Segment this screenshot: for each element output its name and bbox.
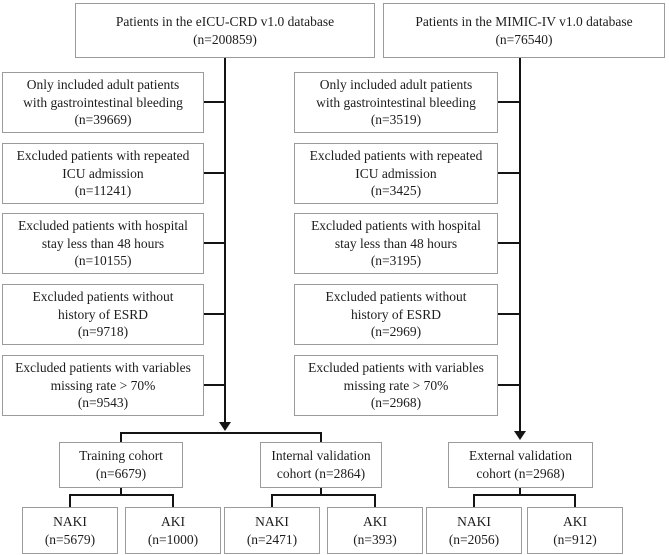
box-text-line: Training cohort [79,448,163,464]
box-count-line: (n=9718) [77,324,129,340]
eicu-split-drop-right [320,432,322,442]
mimic-flow-line [519,58,521,431]
box-count-line: (n=76540) [495,31,553,47]
box-text-line: AKI [563,513,587,529]
eicu-flow-line [224,58,226,422]
box-count-line: (n=1000) [147,531,199,547]
box-count-line: (n=2056) [448,531,500,547]
box-count-line: cohort (n=2968) [476,466,565,481]
box-count-line: cohort (n=2864) [276,466,366,481]
box-training-naki [22,507,118,554]
box-text-line: ICU admission [62,165,144,181]
training-split-bracket [69,494,174,496]
box-count-line: (n=6679) [95,466,147,481]
box-internal-validation-cohort [260,442,382,488]
box-training-aki [125,507,221,554]
box-count-line: (n=9543) [77,395,129,411]
box-mimic-step-3 [294,213,498,274]
box-text-line: Patients in the eICU-CRD v1.0 database [115,13,335,29]
eicu-step-1-connector [204,101,225,103]
box-count-line: (n=3425) [370,183,422,199]
box-text-line: ICU admission [355,165,437,181]
box-text-line: missing rate > 70% [343,377,449,393]
eicu-step-2-connector [204,172,225,174]
eicu-split-drop-left [120,432,122,442]
eicu-split-bracket [120,432,322,434]
training-split-drop-left [69,494,71,507]
box-eicu-database [75,3,375,58]
eicu-step-5-connector [204,384,225,386]
mimic-step-2-connector [498,172,519,174]
box-count-line: (n=11241) [74,183,132,199]
internal-split-drop-right [374,494,376,507]
box-eicu-step-4 [2,284,204,345]
box-text-line: NAKI [53,513,87,529]
box-text-line: NAKI [255,513,289,529]
box-text-line: AKI [161,513,185,529]
box-external-aki [527,507,623,554]
box-text-line: External validation [468,448,573,464]
box-text-line: Internal validation [271,448,371,464]
box-count-line: (n=3195) [370,253,422,269]
box-count-line: (n=39669) [74,112,132,128]
external-split-drop-left [473,494,475,507]
internal-split-bracket [271,494,376,496]
box-count-line: (n=2968) [370,395,422,411]
box-text-line: Excluded patients with hospital [311,217,481,233]
box-internal-aki [327,507,423,554]
box-mimic-step-4 [294,284,498,345]
box-text-line: missing rate > 70% [50,377,156,393]
mimic-arrowhead-icon [514,431,526,440]
training-split-drop-right [172,494,174,507]
box-external-validation-cohort [448,442,593,488]
box-text-line: Excluded patients with variables [15,359,191,375]
mimic-step-3-connector [498,242,519,244]
box-text-line: Patients in the MIMIC-IV v1.0 database [415,13,633,29]
box-text-line: NAKI [457,513,491,529]
box-count-line: (n=200859) [193,31,257,47]
box-count-line: (n=2471) [246,531,298,547]
mimic-step-1-connector [498,101,519,103]
mimic-step-5-connector [498,384,519,386]
box-text-line: Excluded patients with hospital [18,217,188,233]
mimic-step-4-connector [498,313,519,315]
box-count-line: (n=393) [353,531,397,547]
box-count-line: (n=2969) [370,324,422,340]
box-text-line: AKI [363,513,387,529]
box-internal-naki [224,507,320,554]
eicu-step-4-connector [204,313,225,315]
box-count-line: (n=5679) [44,531,96,547]
box-eicu-step-1 [2,72,204,133]
box-text-line: Excluded patients with variables [308,359,484,375]
box-count-line: (n=912) [553,531,597,547]
box-mimic-database [383,3,665,58]
eicu-arrowhead-icon [219,422,231,431]
box-mimic-step-2 [294,143,498,204]
box-mimic-step-5 [294,355,498,416]
external-split-bracket [473,494,576,496]
box-training-cohort [59,442,183,488]
internal-split-drop-left [271,494,273,507]
eicu-step-3-connector [204,242,225,244]
box-count-line: (n=3519) [370,112,422,128]
box-external-naki [426,507,522,554]
box-text-line: Excluded patients with repeated [16,147,190,163]
box-text-line: with gastrointestinal bleeding [316,94,476,110]
box-text-line: history of ESRD [57,306,148,322]
box-text-line: Only included adult patients [26,76,180,92]
box-text-line: Excluded patients without [32,288,174,304]
box-eicu-step-5 [2,355,204,416]
box-text-line: Excluded patients with repeated [309,147,483,163]
box-text-line: stay less than 48 hours [334,235,458,251]
box-mimic-step-1 [294,72,498,133]
box-text-line: stay less than 48 hours [41,235,165,251]
box-eicu-step-3 [2,213,204,274]
box-text-line: Excluded patients without [325,288,467,304]
external-split-drop-right [574,494,576,507]
box-text-line: with gastrointestinal bleeding [23,94,183,110]
box-text-line: Only included adult patients [319,76,473,92]
box-eicu-step-2 [2,143,204,204]
box-text-line: history of ESRD [350,306,441,322]
box-count-line: (n=10155) [74,253,132,269]
